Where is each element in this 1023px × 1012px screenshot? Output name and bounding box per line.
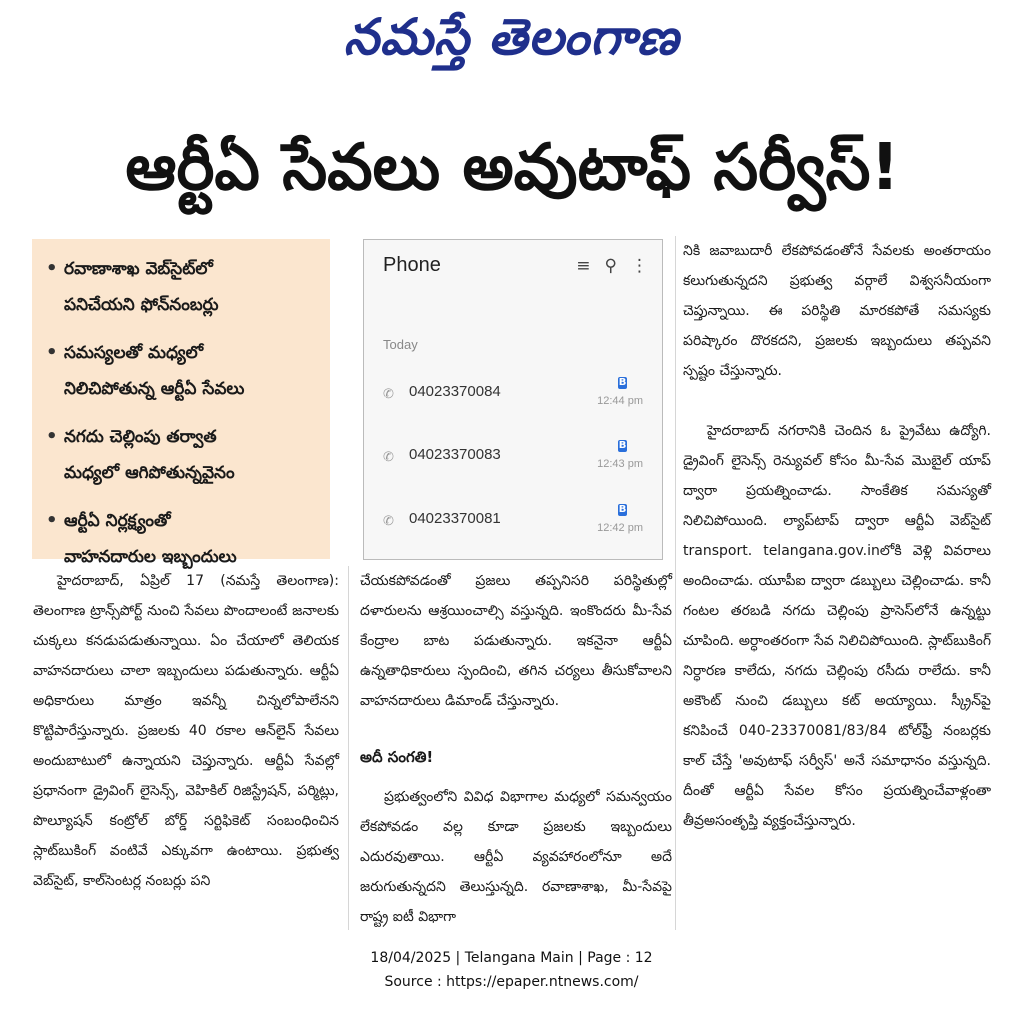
article-paragraph: హైదరాబాద్ నగరానికి చెందిన ఓ ప్రైవేటు ఉద్యోగి. డ్రైవింగ్ లైసెన్స్ రెన్యువల్ కోసం మీ-సేవ మొబైల్ యాప్ ద్వారా ప్రయత్నించాడు. సాంకేతిక సమస్యతో నిలిచిపోయింది. ల్యాప్‌టాప్ ద్వారా ఆర్టీఏ వెబ్‌సైట్ transport. telangana.gov.inలోకి వెళ్లి వివరాలు అందించాడు. యూపీఐ ద్వారా డబ్బులు చెల్లించాడు. కానీ గంటల తరబడి నగదు చెల్లింపు ప్రాసెస్‌లోనే ఉన్నట్టు చూపింది. అర్ధాంతరంగా సేవ నిలిచిపోయింది. స్లాట్‌బుకింగ్ నిర్ధారణ కాలేదు, నగదు చెల్లింపు రసీదు రాలేదు. కానీ అకౌంట్ నుంచి డబ్బులు కట్ అయ్యాయి. స్క్రీన్‌పై కనిపించే 040-23370081/83/84 టోల్‌ఫ్రీ నంబర్లకు కాల్ చేస్తే 'అవుటాఫ్ సర్వీస్' అనే సమాధానం వస్తున్నది. దీంతో ఆర్టీఏ సేవల కోసం ప్రయత్నించేవాళ్లంతా తీవ్రఅసంతృప్తి వ్యక్తంచేస్తున్నారు. [683, 423, 991, 829]
filter-icon: ≡ [576, 256, 591, 276]
call-icon: ✆ [383, 514, 394, 529]
masthead-title: నమస్తే తెలంగాణ [343, 8, 680, 66]
highlight-line: • ఆర్టీఏ నిర్లక్ష్యంతో [44, 503, 320, 539]
call-number: 04023370081 [409, 510, 501, 527]
sim-icon: B [618, 377, 627, 388]
footer-date-page: 18/04/2025 | Telangana Main | Page : 12 [370, 950, 653, 966]
article-paragraph: నికి జవాబుదారీ లేకపోవడంతోనే సేవలకు అంతరాయం కలుగుతున్నదని ప్రభుత్వ వర్గాలే విశ్వసనీయంగా చెప్తున్నాయి. ఈ పరిస్థితి మారకపోతే సమస్యకు పరిష్కారం దొరకదని, ప్రజలకు ఇబ్బందులు తప్పవని స్పష్టం చేస్తున్నారు. [683, 243, 991, 379]
highlight-line: మధ్యలో ఆగిపోతున్నవైనం [64, 463, 235, 483]
sim-icon: B [618, 440, 627, 451]
highlight-item [44, 335, 320, 407]
highlight-line: వాహనదారుల ఇబ్బందులు [64, 547, 237, 567]
article-paragraph: ప్రభుత్వంలోని వివిధ విభాగాల మధ్యలో సమన్వయం లేకపోవడం వల్ల కూడా ప్రజలకు ఇబ్బందులు ఎదురవుతాయి. ఆర్టీఏ వ్యవహారంలోనూ అదే జరుగుతున్నదని తెలుస్తున్నది. రవాణాశాఖ, మీ-సేవపై రాష్ట్ర ఐటీ విభాగా [360, 789, 672, 925]
article-column-3 [683, 236, 991, 836]
phone-toolbar [576, 256, 648, 276]
search-icon: ⚲ [604, 256, 617, 276]
highlight-item [44, 251, 320, 323]
highlight-line: నిలిచిపోతున్న ఆర్టీఏ సేవలు [64, 379, 245, 399]
phone-title: Phone [383, 254, 441, 276]
subheading: అదీ సంగతి! [360, 748, 434, 766]
highlights-box [32, 239, 330, 567]
highlight-item [44, 419, 320, 491]
headline: ఆర్టీఏ సేవలు అవుటాఫ్ సర్వీస్! [125, 131, 900, 205]
highlight-line: • సమస్యలతో మధ్యలో [44, 335, 320, 371]
phone-section-label: Today [383, 337, 418, 352]
call-time: 12:42 pm [597, 522, 643, 534]
phone-screenshot [363, 239, 663, 560]
call-icon: ✆ [383, 387, 394, 402]
call-icon: ✆ [383, 450, 394, 465]
more-icon: ⋮ [631, 256, 648, 276]
call-log-entry [383, 377, 643, 417]
footer-source-link[interactable]: Source : https://epaper.ntnews.com/ [384, 974, 639, 990]
article-paragraph: చేయకపోవడంతో ప్రజలు తప్పనిసరి పరిస్థితుల్లో దళారులను ఆశ్రయించాల్సి వస్తున్నది. ఇంకొందరు మీ-సేవ కేంద్రాల బాట పడుతున్నారు. ఇకనైనా ఆర్టీఏ ఉన్నతాధికారులు స్పందించి, తగిన చర్యలు తీసుకోవాలని వాహనదారులు డిమాండ్ చేస్తున్నారు. [360, 573, 672, 709]
highlight-line: • రవాణాశాఖ వెబ్‌సైట్‌లో [44, 251, 320, 287]
article-column-1 [33, 566, 339, 896]
call-number: 04023370084 [409, 383, 501, 400]
call-number: 04023370083 [409, 446, 501, 463]
call-time: 12:44 pm [597, 395, 643, 407]
masthead-logo [0, 4, 1023, 70]
sim-icon: B [618, 504, 627, 515]
article-column-2 [360, 566, 672, 932]
call-time: 12:43 pm [597, 458, 643, 470]
article-paragraph: హైదరాబాద్, ఏప్రిల్ 17 (నమస్తే తెలంగాణ): తెలంగాణ ట్రాన్స్‌పోర్ట్ నుంచి సేవలు పొందాలంటే జనాలకు చుక్కలు కనడుపడుతున్నాయి. ఏం చేయాలో తెలియక వాహనదారులు చాలా ఇబ్బందులు పడుతున్నారు. ఆర్టీఏ అధికారులు మాత్రం ఇవన్నీ చిన్నలోపాలేనని కొట్టిపారేస్తున్నారు. ప్రజలకు 40 రకాల ఆన్‌లైన్ సేవలు అందుబాటులో ఉన్నాయని చెప్తున్నారు. ఆర్టీఏ సేవల్లో ప్రధానంగా డ్రైవింగ్ లైసెన్స్, వెహికిల్ రిజిస్ట్రేషన్, పర్మిట్లు, పొల్యూషన్ కంట్రోల్ బోర్డ్ సర్టిఫికెట్ సంబంధించిన స్లాట్‌బుకింగ్ వంటివే ఎక్కువగా ఉంటాయి. ప్రభుత్వ వెబ్‌సైట్, కాల్‌సెంటర్ల నంబర్లు పని [33, 573, 339, 889]
highlight-item [44, 503, 320, 575]
column-divider [348, 566, 349, 930]
highlight-line: • నగదు చెల్లింపు తర్వాత [44, 419, 320, 455]
highlight-line: పనిచేయని ఫోన్‌నంబర్లు [64, 295, 219, 315]
call-log-entry [383, 440, 643, 480]
column-divider [675, 236, 676, 930]
call-log-entry [383, 504, 643, 544]
